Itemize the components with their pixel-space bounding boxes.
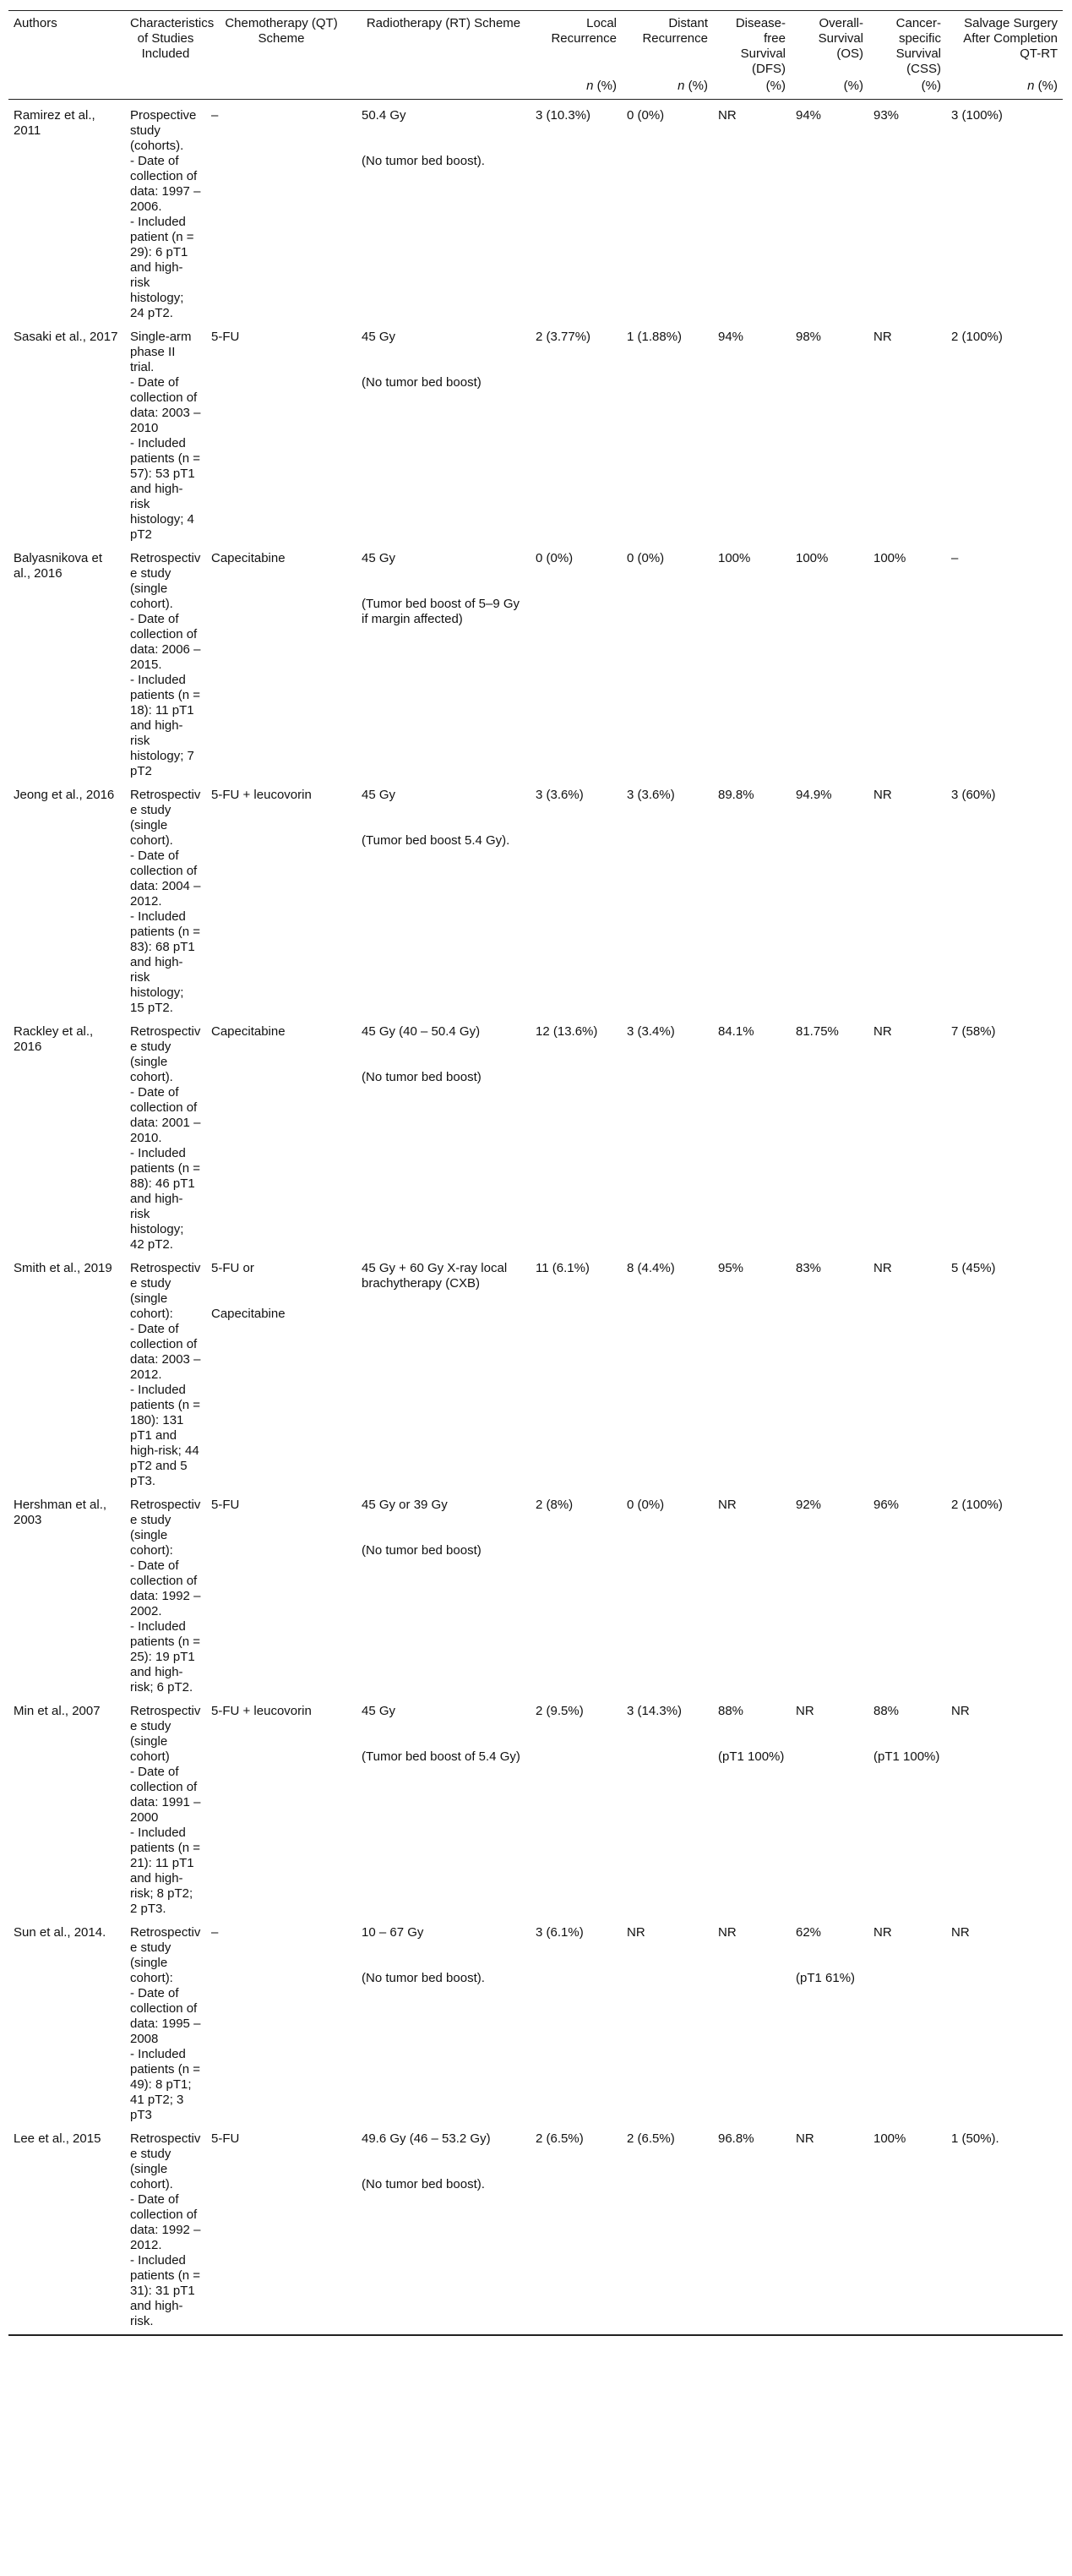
- salvage-text: 5 (45%): [951, 1261, 996, 1275]
- rt-note-text: (Tumor bed boost of 5–9 Gy if margin affected): [362, 597, 524, 626]
- cell-os: [791, 543, 868, 779]
- rt-text: 45 Gy: [362, 330, 396, 344]
- cell-os: [791, 1016, 868, 1253]
- rt-text: 45 Gy or 39 Gy: [362, 1498, 448, 1512]
- cell-distant-recurrence: [622, 543, 713, 779]
- header-distant-recurrence: Distant Recurrence: [622, 11, 713, 79]
- table-row: [8, 1016, 1063, 1253]
- os-text: 83%: [796, 1261, 822, 1275]
- cell-dfs: [713, 1489, 791, 1695]
- author-text: Smith et al., 2019: [14, 1261, 112, 1275]
- unit-cell: [8, 79, 125, 100]
- dfs-text: NR: [718, 1925, 737, 1940]
- rt-text: 10 – 67 Gy: [362, 1925, 424, 1940]
- css-text: NR: [873, 1925, 892, 1940]
- cell-os: [791, 1917, 868, 2123]
- distant-text: 0 (0%): [627, 108, 665, 123]
- author-text: Sun et al., 2014.: [14, 1925, 106, 1940]
- unit-css: (%): [868, 79, 946, 100]
- characteristics-text: Single-arm phase II trial. - Date of collection of data: 2003 – 2010 - Included patients (n = 57): 53 pT1 and high-risk histology; 4 pT2: [130, 330, 201, 542]
- css-text: NR: [873, 1261, 892, 1275]
- cell-characteristics: [125, 1917, 206, 2123]
- header-salvage-surgery: Salvage Surgery After Completion QT-RT: [946, 11, 1063, 79]
- studies-table: [8, 10, 1063, 2336]
- dfs-text: NR: [718, 108, 737, 123]
- unit-distant: n (%): [622, 79, 713, 100]
- characteristics-text: Retrospective study (single cohort): - Date of collection of data: 1992 – 2002. - Included patients (n = 25): 19 pT1 and high-risk; 6 pT2.: [130, 1498, 201, 1695]
- qt-text: Capecitabine: [211, 551, 286, 565]
- rt-note-text: (No tumor bed boost): [362, 1070, 482, 1084]
- table-row: [8, 779, 1063, 1016]
- rt-note-text: (No tumor bed boost).: [362, 154, 485, 168]
- cell-qt-scheme: [206, 1016, 356, 1253]
- cell-distant-recurrence: [622, 1016, 713, 1253]
- cell-rt-scheme: [356, 543, 531, 779]
- os-text: 94.9%: [796, 788, 832, 802]
- cell-rt-scheme: [356, 2123, 531, 2335]
- rt-note-text: (No tumor bed boost).: [362, 2177, 485, 2191]
- units-row: [8, 79, 1063, 100]
- cell-local-recurrence: [531, 321, 622, 543]
- header-local-recurrence: Local Recurrence: [531, 11, 622, 79]
- table-row: [8, 1695, 1063, 1917]
- distant-text: 2 (6.5%): [627, 2131, 675, 2146]
- rt-text: 45 Gy: [362, 551, 396, 565]
- os-text: NR: [796, 2131, 814, 2146]
- css-text: NR: [873, 788, 892, 802]
- css-text: 100%: [873, 2131, 906, 2146]
- characteristics-text: Retrospective study (single cohort). - Date of collection of data: 2004 – 2012. - Included patients (n = 83): 68 pT1 and high-risk histology; 15 pT2.: [130, 788, 201, 1015]
- css-note-text: (pT1 100%): [873, 1749, 940, 1764]
- cell-os: [791, 321, 868, 543]
- characteristics-text: Prospective study (cohorts). - Date of collection of data: 1997 – 2006. - Included patient (n = 29): 6 pT1 and high-risk histology; 24 pT2.: [130, 108, 201, 320]
- local-text: 3 (3.6%): [536, 788, 584, 802]
- rt-note-text: (No tumor bed boost): [362, 1543, 482, 1558]
- cell-author: [8, 1489, 125, 1695]
- cell-author: [8, 1253, 125, 1489]
- dfs-text: NR: [718, 1498, 737, 1512]
- cell-qt-scheme: [206, 1917, 356, 2123]
- dfs-text: 100%: [718, 551, 751, 565]
- css-text: 100%: [873, 551, 906, 565]
- header-css: Cancer-specific Survival (CSS): [868, 11, 946, 79]
- table-row: [8, 1917, 1063, 2123]
- author-text: Min et al., 2007: [14, 1704, 101, 1718]
- distant-text: 3 (3.4%): [627, 1024, 675, 1039]
- cell-characteristics: [125, 1489, 206, 1695]
- salvage-text: 2 (100%): [951, 1498, 1003, 1512]
- cell-salvage-surgery: [946, 1016, 1063, 1253]
- cell-local-recurrence: [531, 543, 622, 779]
- cell-characteristics: [125, 100, 206, 322]
- cell-local-recurrence: [531, 2123, 622, 2335]
- cell-rt-scheme: [356, 1695, 531, 1917]
- cell-css: [868, 1253, 946, 1489]
- cell-characteristics: [125, 1253, 206, 1489]
- characteristics-text: Retrospective study (single cohort). - Date of collection of data: 1992 – 2012. - Included patients (n = 31): 31 pT1 and high-risk.: [130, 2131, 201, 2328]
- author-text: Sasaki et al., 2017: [14, 330, 118, 344]
- cell-rt-scheme: [356, 779, 531, 1016]
- cell-rt-scheme: [356, 1016, 531, 1253]
- os-text: NR: [796, 1704, 814, 1718]
- header-os: Overall-Survival (OS): [791, 11, 868, 79]
- n-symbol: n: [677, 79, 685, 93]
- cell-local-recurrence: [531, 779, 622, 1016]
- css-text: 96%: [873, 1498, 900, 1512]
- rt-note-text: (No tumor bed boost): [362, 375, 482, 390]
- n-symbol: n: [586, 79, 594, 93]
- unit-cell: [206, 79, 356, 100]
- cell-characteristics: [125, 1695, 206, 1917]
- distant-text: 1 (1.88%): [627, 330, 683, 344]
- cell-author: [8, 1016, 125, 1253]
- qt-text: 5-FU: [211, 1498, 240, 1512]
- css-text: 93%: [873, 108, 900, 123]
- unit-local: n (%): [531, 79, 622, 100]
- cell-os: [791, 100, 868, 322]
- cell-author: [8, 1917, 125, 2123]
- table-body: [8, 100, 1063, 2336]
- cell-css: [868, 543, 946, 779]
- os-text: 94%: [796, 108, 822, 123]
- cell-css: [868, 779, 946, 1016]
- table-row: [8, 2123, 1063, 2335]
- cell-local-recurrence: [531, 1917, 622, 2123]
- rt-note-text: (Tumor bed boost 5.4 Gy).: [362, 833, 510, 848]
- local-text: 3 (10.3%): [536, 108, 591, 123]
- os-text: 81.75%: [796, 1024, 839, 1039]
- cell-qt-scheme: [206, 1253, 356, 1489]
- cell-qt-scheme: [206, 100, 356, 322]
- header-authors: Authors: [8, 11, 125, 79]
- dfs-text: 96.8%: [718, 2131, 754, 2146]
- qt-note-text: Capecitabine: [211, 1307, 286, 1321]
- cell-local-recurrence: [531, 100, 622, 322]
- unit-dfs: (%): [713, 79, 791, 100]
- author-text: Ramirez et al., 2011: [14, 108, 99, 138]
- distant-text: NR: [627, 1925, 645, 1940]
- n-symbol: n: [1027, 79, 1035, 93]
- cell-distant-recurrence: [622, 1489, 713, 1695]
- local-text: 2 (8%): [536, 1498, 574, 1512]
- cell-dfs: [713, 1016, 791, 1253]
- author-text: Lee et al., 2015: [14, 2131, 101, 2146]
- distant-text: 3 (3.6%): [627, 788, 675, 802]
- qt-text: 5-FU + leucovorin: [211, 788, 312, 802]
- qt-text: –: [211, 108, 219, 123]
- cell-css: [868, 100, 946, 322]
- cell-dfs: [713, 779, 791, 1016]
- salvage-text: NR: [951, 1704, 970, 1718]
- qt-text: 5-FU + leucovorin: [211, 1704, 312, 1718]
- cell-author: [8, 2123, 125, 2335]
- cell-local-recurrence: [531, 1253, 622, 1489]
- salvage-text: 3 (60%): [951, 788, 996, 802]
- qt-text: 5-FU: [211, 2131, 240, 2146]
- cell-author: [8, 779, 125, 1016]
- header-qt-scheme: Chemotherapy (QT) Scheme: [206, 11, 356, 79]
- unit-cell: [125, 79, 206, 100]
- cell-qt-scheme: [206, 779, 356, 1016]
- cell-qt-scheme: [206, 543, 356, 779]
- local-text: 11 (6.1%): [536, 1261, 590, 1275]
- os-text: 92%: [796, 1498, 822, 1512]
- dfs-text: 88%: [718, 1704, 744, 1718]
- qt-text: –: [211, 1925, 219, 1940]
- cell-author: [8, 543, 125, 779]
- cell-dfs: [713, 321, 791, 543]
- css-text: NR: [873, 330, 892, 344]
- cell-qt-scheme: [206, 1489, 356, 1695]
- cell-characteristics: [125, 321, 206, 543]
- cell-css: [868, 321, 946, 543]
- table-row: [8, 100, 1063, 322]
- salvage-text: NR: [951, 1925, 970, 1940]
- dfs-text: 89.8%: [718, 788, 754, 802]
- qt-text: 5-FU or: [211, 1261, 254, 1275]
- cell-characteristics: [125, 779, 206, 1016]
- cell-salvage-surgery: [946, 1695, 1063, 1917]
- cell-local-recurrence: [531, 1695, 622, 1917]
- header-rt-scheme: Radiotherapy (RT) Scheme: [356, 11, 531, 79]
- cell-characteristics: [125, 543, 206, 779]
- cell-characteristics: [125, 2123, 206, 2335]
- os-text: 100%: [796, 551, 829, 565]
- unit-os: (%): [791, 79, 868, 100]
- os-text: 62%: [796, 1925, 822, 1940]
- rt-text: 50.4 Gy: [362, 108, 406, 123]
- cell-local-recurrence: [531, 1489, 622, 1695]
- qt-text: 5-FU: [211, 330, 240, 344]
- table-row: [8, 321, 1063, 543]
- salvage-text: 3 (100%): [951, 108, 1003, 123]
- cell-author: [8, 1695, 125, 1917]
- cell-css: [868, 1016, 946, 1253]
- css-text: NR: [873, 1024, 892, 1039]
- cell-salvage-surgery: [946, 1917, 1063, 2123]
- distant-text: 3 (14.3%): [627, 1704, 683, 1718]
- dfs-text: 84.1%: [718, 1024, 754, 1039]
- cell-salvage-surgery: [946, 779, 1063, 1016]
- cell-qt-scheme: [206, 1695, 356, 1917]
- local-text: 2 (6.5%): [536, 2131, 584, 2146]
- cell-rt-scheme: [356, 1917, 531, 2123]
- salvage-text: 1 (50%).: [951, 2131, 999, 2146]
- cell-distant-recurrence: [622, 321, 713, 543]
- cell-rt-scheme: [356, 100, 531, 322]
- distant-text: 0 (0%): [627, 551, 665, 565]
- cell-css: [868, 1917, 946, 2123]
- characteristics-text: Retrospective study (single cohort) - Date of collection of data: 1991 – 2000 - Included patients (n = 21): 11 pT1 and high-risk; 8 pT2; 2 pT3.: [130, 1704, 201, 1916]
- cell-distant-recurrence: [622, 1695, 713, 1917]
- cell-salvage-surgery: [946, 2123, 1063, 2335]
- cell-characteristics: [125, 1016, 206, 1253]
- cell-rt-scheme: [356, 1253, 531, 1489]
- cell-distant-recurrence: [622, 1253, 713, 1489]
- cell-local-recurrence: [531, 1016, 622, 1253]
- cell-css: [868, 2123, 946, 2335]
- cell-dfs: [713, 543, 791, 779]
- dfs-text: 94%: [718, 330, 744, 344]
- rt-note-text: (Tumor bed boost of 5.4 Gy): [362, 1749, 520, 1764]
- header-characteristics: Characteristics of Studies Included: [125, 11, 206, 79]
- cell-dfs: [713, 100, 791, 322]
- rt-text: 45 Gy: [362, 1704, 396, 1718]
- cell-os: [791, 1489, 868, 1695]
- dfs-note-text: (pT1 100%): [718, 1749, 785, 1764]
- author-text: Hershman et al., 2003: [14, 1498, 111, 1527]
- cell-distant-recurrence: [622, 2123, 713, 2335]
- table-row: [8, 1489, 1063, 1695]
- rt-note-text: (No tumor bed boost).: [362, 1971, 485, 1985]
- author-text: Jeong et al., 2016: [14, 788, 115, 802]
- qt-text: Capecitabine: [211, 1024, 286, 1039]
- cell-os: [791, 1695, 868, 1917]
- css-text: 88%: [873, 1704, 900, 1718]
- cell-dfs: [713, 1917, 791, 2123]
- cell-dfs: [713, 2123, 791, 2335]
- salvage-text: 7 (58%): [951, 1024, 996, 1039]
- cell-dfs: [713, 1695, 791, 1917]
- author-text: Balyasnikova et al., 2016: [14, 551, 106, 581]
- header-row: [8, 11, 1063, 79]
- local-text: 2 (9.5%): [536, 1704, 584, 1718]
- characteristics-text: Retrospective study (single cohort). - Date of collection of data: 2001 – 2010. - Included patients (n = 88): 46 pT1 and high-risk histology; 42 pT2.: [130, 1024, 201, 1252]
- local-text: 2 (3.77%): [536, 330, 591, 344]
- cell-author: [8, 321, 125, 543]
- os-note-text: (pT1 61%): [796, 1971, 856, 1985]
- rt-text: 49.6 Gy (46 – 53.2 Gy): [362, 2131, 491, 2146]
- table-row: [8, 1253, 1063, 1489]
- distant-text: 8 (4.4%): [627, 1261, 675, 1275]
- cell-salvage-surgery: [946, 1489, 1063, 1695]
- distant-text: 0 (0%): [627, 1498, 665, 1512]
- cell-css: [868, 1489, 946, 1695]
- cell-distant-recurrence: [622, 100, 713, 322]
- characteristics-text: Retrospective study (single cohort): - Date of collection of data: 2003 – 2012. - Included patients (n = 180): 131 pT1 and high-risk; 44 pT2 and 5 pT3.: [130, 1261, 201, 1488]
- local-text: 0 (0%): [536, 551, 574, 565]
- cell-salvage-surgery: [946, 543, 1063, 779]
- salvage-text: –: [951, 551, 959, 565]
- cell-os: [791, 779, 868, 1016]
- cell-os: [791, 2123, 868, 2335]
- unit-cell: [356, 79, 531, 100]
- author-text: Rackley et al., 2016: [14, 1024, 97, 1054]
- cell-dfs: [713, 1253, 791, 1489]
- cell-qt-scheme: [206, 2123, 356, 2335]
- rt-text: 45 Gy + 60 Gy X-ray local brachytherapy (CXB): [362, 1261, 511, 1291]
- local-text: 3 (6.1%): [536, 1925, 584, 1940]
- os-text: 98%: [796, 330, 822, 344]
- unit-salvage: n (%): [946, 79, 1063, 100]
- characteristics-text: Retrospective study (single cohort). - Date of collection of data: 2006 – 2015. - Included patients (n = 18): 11 pT1 and high-risk histology; 7 pT2: [130, 551, 201, 778]
- cell-rt-scheme: [356, 321, 531, 543]
- characteristics-text: Retrospective study (single cohort): - Date of collection of data: 1995 – 2008 - Included patients (n = 49): 8 pT1; 41 pT2; 3 pT3: [130, 1925, 201, 2122]
- table-row: [8, 543, 1063, 779]
- dfs-text: 95%: [718, 1261, 744, 1275]
- local-text: 12 (13.6%): [536, 1024, 598, 1039]
- cell-salvage-surgery: [946, 321, 1063, 543]
- rt-text: 45 Gy: [362, 788, 396, 802]
- cell-rt-scheme: [356, 1489, 531, 1695]
- cell-salvage-surgery: [946, 1253, 1063, 1489]
- cell-css: [868, 1695, 946, 1917]
- salvage-text: 2 (100%): [951, 330, 1003, 344]
- cell-salvage-surgery: [946, 100, 1063, 322]
- cell-qt-scheme: [206, 321, 356, 543]
- header-dfs: Disease-free Survival (DFS): [713, 11, 791, 79]
- cell-distant-recurrence: [622, 1917, 713, 2123]
- cell-os: [791, 1253, 868, 1489]
- cell-distant-recurrence: [622, 779, 713, 1016]
- cell-author: [8, 100, 125, 322]
- rt-text: 45 Gy (40 – 50.4 Gy): [362, 1024, 481, 1039]
